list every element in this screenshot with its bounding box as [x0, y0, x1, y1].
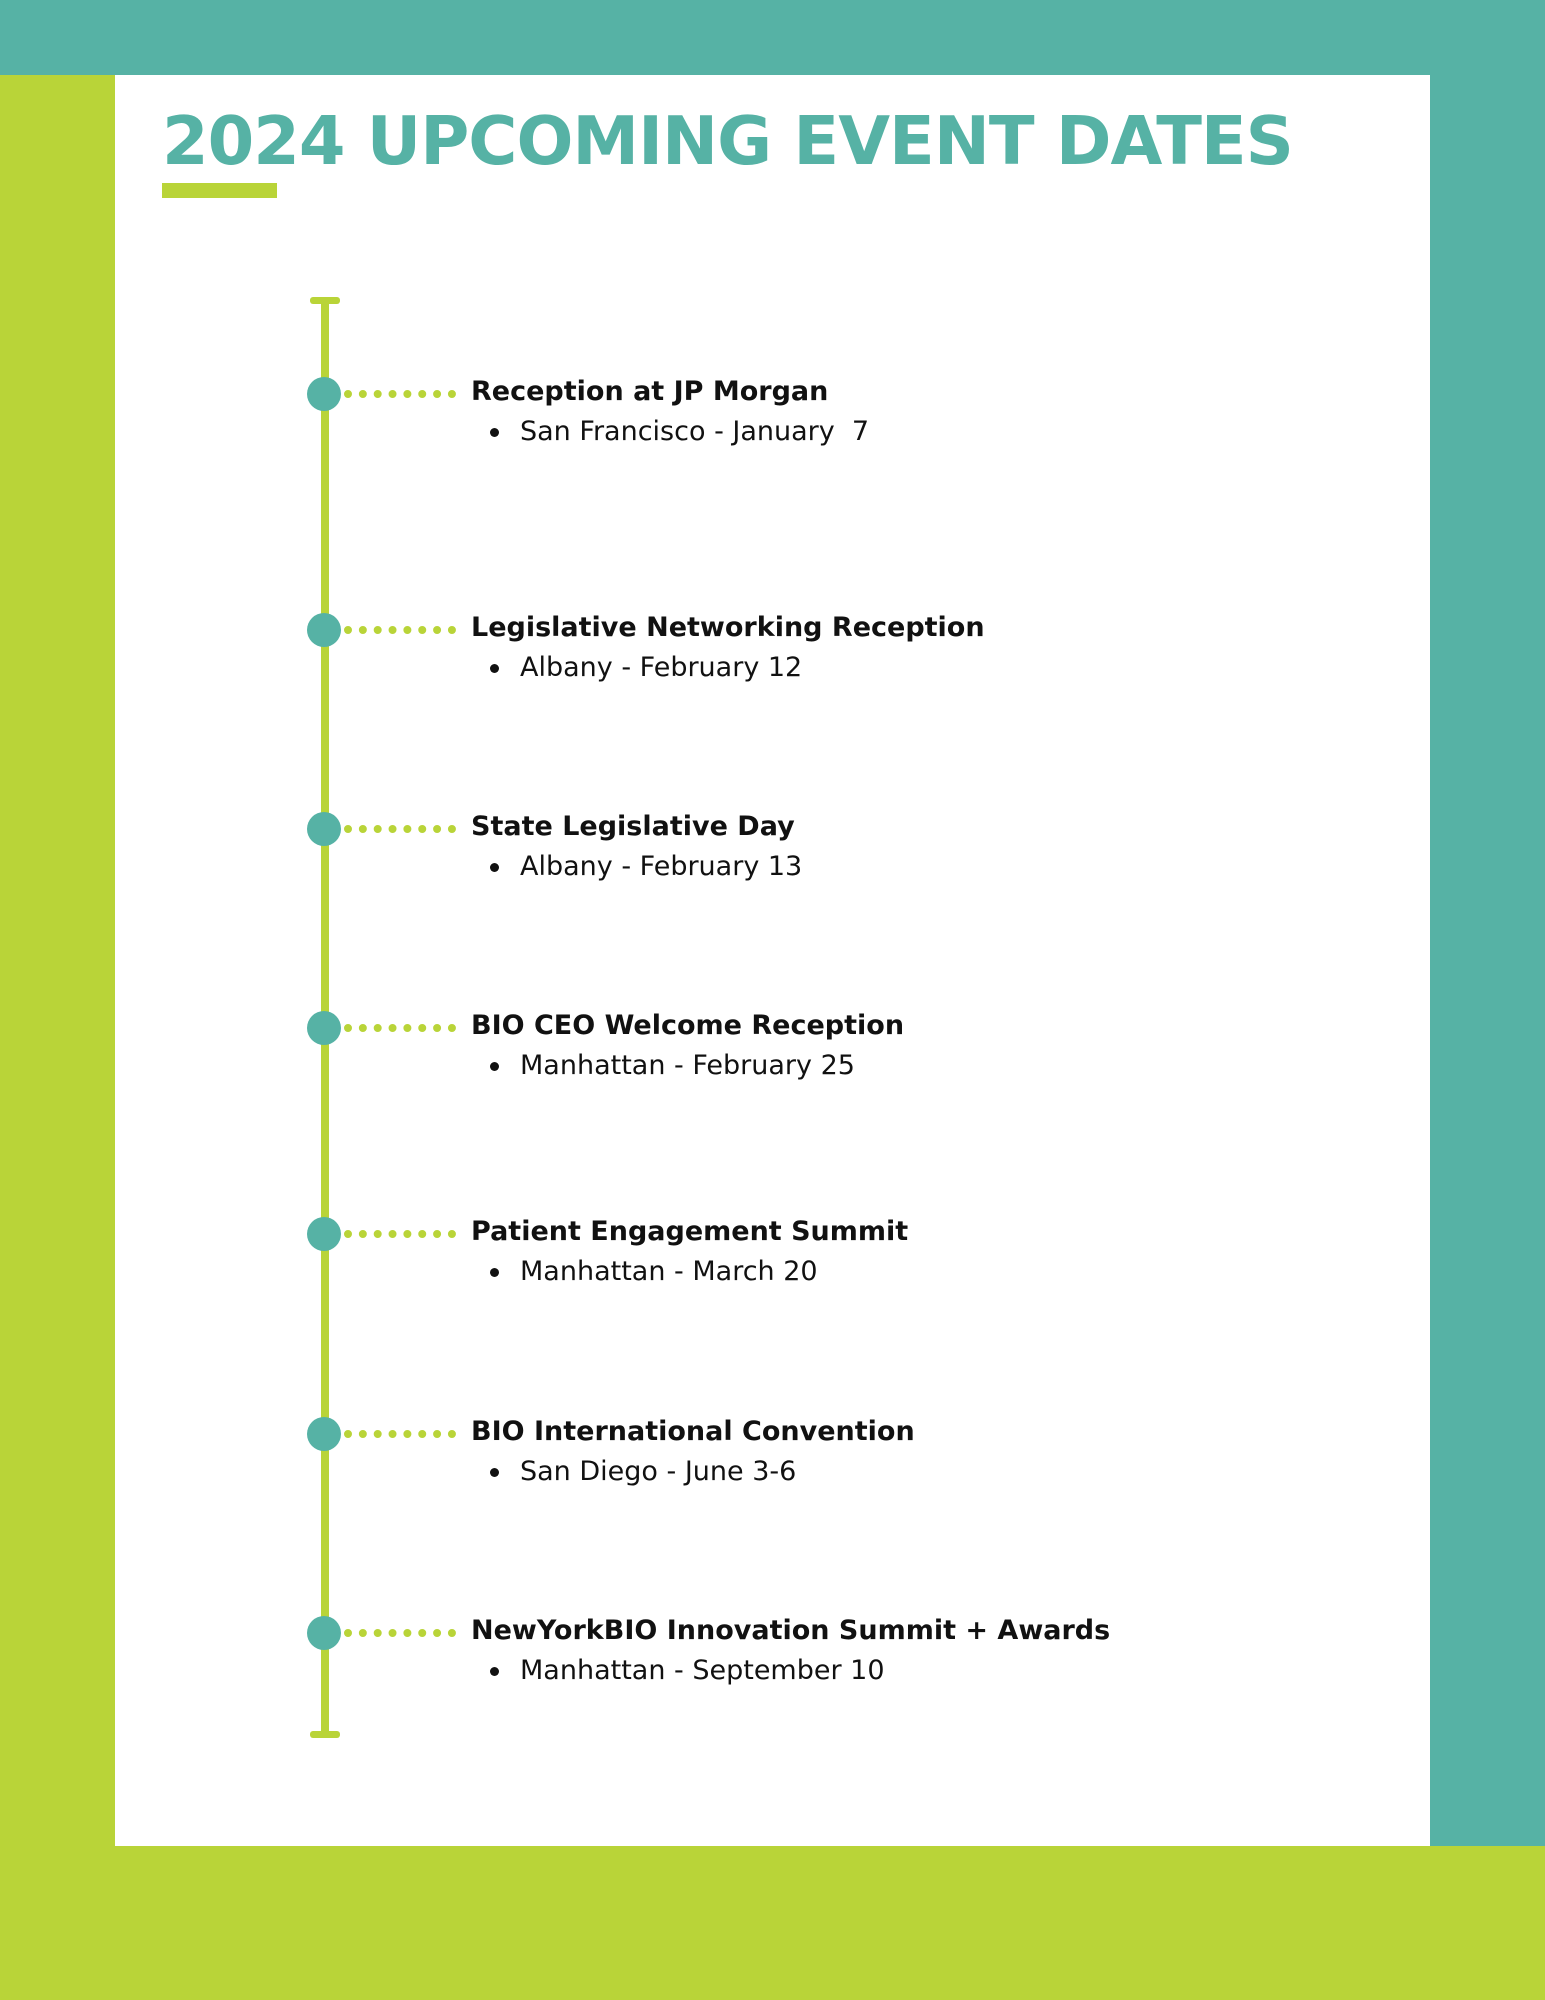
event-title: Legislative Networking Reception: [471, 612, 985, 643]
event-title: Reception at JP Morgan: [471, 376, 829, 407]
top-teal-band: [0, 0, 1545, 75]
bullet-icon: [490, 863, 499, 872]
page-title: 2024 UPCOMING EVENT DATES: [162, 102, 1293, 180]
timeline-dot: [307, 377, 341, 411]
timeline-dot: [307, 613, 341, 647]
event-detail: San Francisco - January 7: [520, 416, 870, 447]
dotted-connector: [344, 1430, 456, 1438]
bullet-icon: [490, 664, 499, 673]
timeline-dot: [307, 1616, 341, 1650]
dotted-connector: [344, 626, 456, 634]
event-title: BIO International Convention: [471, 1416, 915, 1447]
bottom-lime-band: [0, 1846, 1545, 2000]
timeline-dot: [307, 1417, 341, 1451]
event-detail: Albany - February 12: [520, 652, 803, 683]
event-title: BIO CEO Welcome Reception: [471, 1010, 905, 1041]
timeline-top-cap: [310, 297, 340, 304]
dotted-connector: [344, 1230, 456, 1238]
event-detail: Manhattan - March 20: [520, 1256, 818, 1287]
bullet-icon: [490, 1468, 499, 1477]
event-title: Patient Engagement Summit: [471, 1216, 909, 1247]
right-teal-band: [1430, 75, 1545, 1846]
bullet-icon: [490, 428, 499, 437]
event-title: State Legislative Day: [471, 811, 795, 842]
bullet-icon: [490, 1062, 499, 1071]
event-detail-item: [490, 416, 870, 630]
timeline-dot: [307, 812, 341, 846]
dotted-connector: [344, 825, 456, 833]
timeline-bottom-cap: [310, 1731, 340, 1738]
event-detail-item: [490, 1655, 885, 1869]
event-title: NewYorkBIO Innovation Summit + Awards: [471, 1615, 1111, 1646]
title-underline: [162, 183, 277, 198]
dotted-connector: [344, 1629, 456, 1637]
event-detail-list: [490, 1653, 885, 1941]
event-detail: Manhattan - September 10: [520, 1655, 885, 1686]
timeline-dot: [307, 1011, 341, 1045]
event-detail: San Diego - June 3-6: [520, 1456, 797, 1487]
timeline-dot: [307, 1217, 341, 1251]
event-detail: Albany - February 13: [520, 851, 803, 882]
bullet-icon: [490, 1268, 499, 1277]
dotted-connector: [344, 1024, 456, 1032]
event-detail: Manhattan - February 25: [520, 1050, 855, 1081]
bullet-icon: [490, 1667, 499, 1676]
left-lime-band: [0, 75, 115, 1846]
dotted-connector: [344, 390, 456, 398]
